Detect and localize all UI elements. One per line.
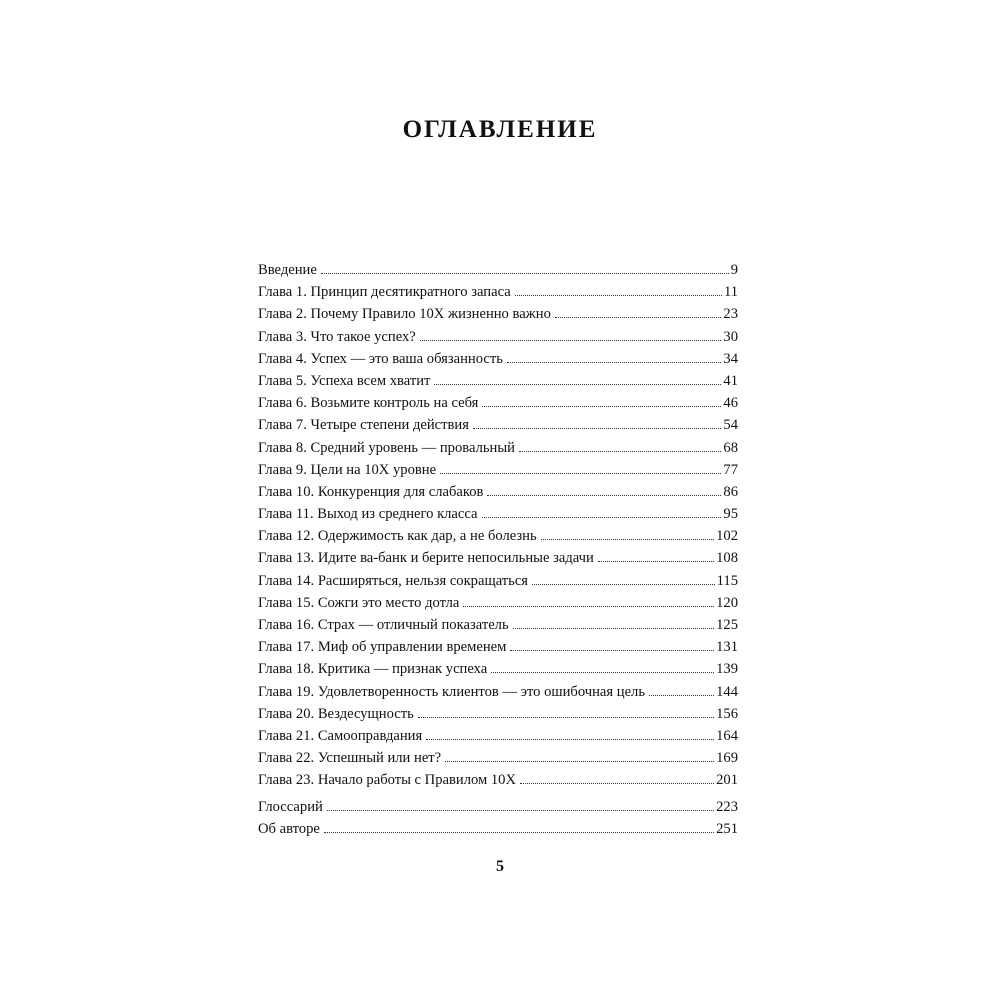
dot-leader: [321, 273, 729, 274]
toc-entry: [258, 326, 738, 348]
dot-leader: [434, 384, 721, 385]
dot-leader: [482, 517, 722, 518]
toc-entry: [258, 658, 738, 680]
toc-entry-title: Глава 19. Удовлетворенность клиентов — это ошибочная цель: [258, 683, 645, 700]
toc-entry-title: Глава 6. Возьмите контроль на себя: [258, 395, 479, 412]
dot-leader: [418, 717, 714, 718]
toc-entry-title: Глоссарий: [258, 798, 323, 815]
toc-entry-page: 251: [716, 820, 738, 837]
dot-leader: [420, 340, 722, 341]
toc-entry-title: Глава 3. Что такое успех?: [258, 328, 416, 345]
toc-entry-page: 164: [716, 727, 738, 744]
toc-entry-title: Об авторе: [258, 820, 320, 837]
toc-entry-page: 30: [723, 328, 738, 345]
toc-entry-title: Глава 23. Начало работы с Правилом 10X: [258, 772, 517, 789]
toc-entry-title: Глава 2. Почему Правило 10X жизненно важно: [258, 306, 551, 323]
toc-entry: [258, 414, 738, 436]
toc-entry-page: 9: [730, 262, 738, 278]
page-number: 5: [496, 858, 504, 875]
toc-entry: [258, 769, 738, 791]
dot-leader: [327, 810, 714, 811]
toc-entry-title: Глава 8. Средний уровень — провальный: [258, 439, 515, 456]
toc-entry-page: 23: [723, 306, 738, 323]
dot-leader: [513, 628, 715, 629]
toc-entry-page: 68: [723, 439, 738, 456]
toc-entry: [258, 703, 738, 725]
toc-entry: [258, 747, 738, 769]
dot-leader: [324, 832, 714, 833]
toc-entry-page: 169: [716, 750, 738, 767]
toc-entry-page: 131: [716, 639, 738, 656]
toc-entry: [258, 481, 738, 503]
toc-entry-page: 144: [716, 683, 738, 700]
toc-entry-title: Глава 18. Критика — признак успеха: [258, 661, 488, 678]
dot-leader: [532, 584, 715, 585]
toc-entry: [258, 281, 738, 303]
toc-entry-title: Глава 20. Вездесущность: [258, 705, 414, 722]
toc-entry-title: Глава 21. Самооправдания: [258, 727, 423, 744]
toc-entry-page: 120: [716, 594, 738, 611]
page-title: ОГЛАВЛЕНИЕ: [402, 116, 598, 143]
toc-entry: [258, 681, 738, 703]
toc-entry-title: Глава 14. Расширяться, нельзя сокращаться: [258, 572, 529, 589]
toc-entry-title: Глава 22. Успешный или нет?: [258, 750, 442, 767]
toc-entry: [258, 459, 738, 481]
toc-entry-page: 11: [723, 284, 738, 301]
toc-entry: [258, 303, 738, 325]
toc-entry-title: Глава 9. Цели на 10X уровне: [258, 461, 437, 478]
toc-entry-title: Глава 11. Выход из среднего класса: [258, 506, 478, 523]
toc-entry-title: Глава 7. Четыре степени действия: [258, 417, 469, 434]
toc-entry: [258, 818, 738, 840]
dot-leader: [473, 428, 721, 429]
toc-entry-page: 86: [723, 483, 738, 500]
toc-entry: [258, 796, 738, 818]
toc-entry-page: 102: [716, 528, 738, 545]
toc-main-list: [258, 259, 738, 792]
toc-entry-page: 223: [716, 798, 738, 815]
toc-entry-page: 156: [716, 705, 738, 722]
toc-entry-page: 77: [723, 461, 738, 478]
toc-entry-page: 125: [716, 617, 738, 633]
dot-leader: [487, 495, 721, 496]
dot-leader: [555, 317, 722, 318]
toc-entry: [258, 614, 738, 636]
toc-entry: [258, 392, 738, 414]
toc-entry-title: Глава 17. Миф об управлении временем: [258, 639, 507, 656]
toc-entry: [258, 370, 738, 392]
toc-entry: [258, 547, 738, 569]
dot-leader: [463, 606, 714, 607]
dot-leader: [510, 650, 714, 651]
toc-entry-page: 46: [723, 395, 738, 412]
toc-entry-page: 115: [716, 572, 738, 589]
toc-entry-title: Глава 4. Успех — это ваша обязанность: [258, 350, 503, 367]
toc-entry-title: Введение: [258, 262, 317, 278]
dot-leader: [520, 783, 714, 784]
dot-leader: [598, 561, 714, 562]
toc-entry-title: Глава 10. Конкуренция для слабаков: [258, 483, 484, 500]
dot-leader: [440, 473, 721, 474]
toc-entry: [258, 503, 738, 525]
dot-leader: [507, 362, 722, 363]
toc-entry-page: 34: [723, 350, 738, 367]
dot-leader: [491, 672, 714, 673]
toc-entry: [258, 437, 738, 459]
toc-entry-page: 54: [723, 417, 738, 434]
toc-entry-title: Глава 13. Идите ва-банк и берите непосильные задачи: [258, 550, 594, 567]
dot-leader: [426, 739, 714, 740]
toc-entry: [258, 570, 738, 592]
toc-entry-title: Глава 15. Сожги это место дотла: [258, 594, 460, 611]
table-of-contents: [258, 259, 738, 840]
toc-entry: [258, 592, 738, 614]
toc-entry-title: Глава 1. Принцип десятикратного запаса: [258, 284, 511, 301]
toc-entry: [258, 259, 738, 281]
dot-leader: [649, 695, 714, 696]
toc-entry: [258, 525, 738, 547]
toc-entry-title: Глава 12. Одержимость как дар, а не болезнь: [258, 528, 537, 545]
toc-entry: [258, 725, 738, 747]
dot-leader: [541, 539, 714, 540]
dot-leader: [445, 761, 714, 762]
toc-entry-page: 201: [716, 772, 738, 789]
toc-entry-title: Глава 5. Успеха всем хватит: [258, 372, 431, 389]
toc-entry: [258, 348, 738, 370]
toc-back-matter-list: [258, 796, 738, 840]
toc-entry-page: 41: [723, 372, 738, 389]
toc-entry-title: Глава 16. Страх — отличный показатель: [258, 617, 509, 633]
toc-entry-page: 139: [716, 661, 738, 678]
dot-leader: [519, 451, 721, 452]
dot-leader: [515, 295, 722, 296]
dot-leader: [482, 406, 721, 407]
toc-entry: [258, 636, 738, 658]
toc-entry-page: 95: [723, 506, 738, 523]
toc-entry-page: 108: [716, 550, 738, 567]
